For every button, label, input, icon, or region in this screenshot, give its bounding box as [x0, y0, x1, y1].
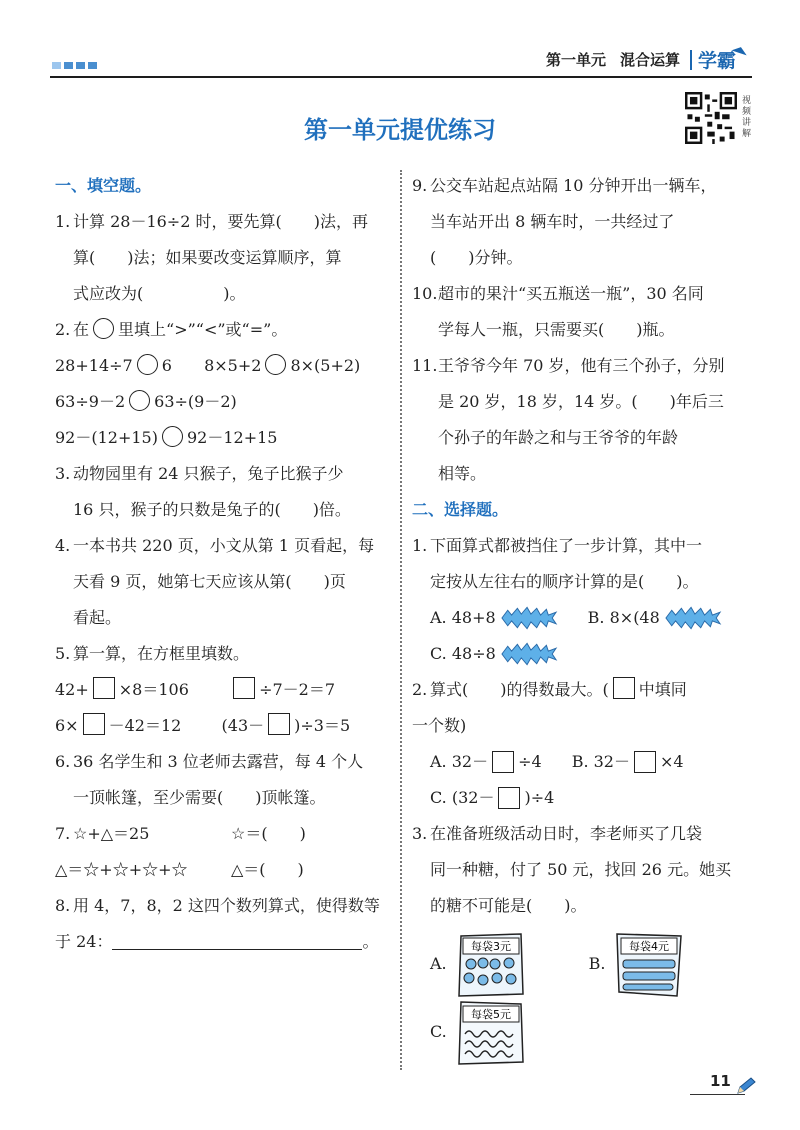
choice-question-1: 1. 下面算式都被挡住了一步计算，其中一 定按从左往右的顺序计算的是( )。 A. 48+8 B. 8×(48 C. 48÷8 [412, 528, 757, 672]
question-6: 6. 36 名学生和 3 位老师去露营，每 4 个人 一顶帐篷，至少需要( )顶帐篷。 [55, 752, 364, 807]
answer-box [613, 677, 635, 699]
question-4: 4. 一本书共 220 页，小文从第 1 页看起，每 天看 9 页，她第七天应该从第( )页 看起。 [55, 536, 375, 627]
question-3: 3. 动物园里有 24 只猴子，兔子比猴子少 16 只，猴子的只数是兔子的( )倍。 [55, 464, 351, 519]
qr-code-icon[interactable] [685, 92, 737, 144]
burst-cover-icon [664, 606, 722, 630]
question-9: 9. 公交车站起点站隔 10 分钟开出一辆车， 当车站开出 8 辆车时，一共经过了 ( )分钟。 [412, 176, 717, 267]
pencil-icon [735, 1076, 757, 1096]
svg-text:每袋5元: 每袋5元 [470, 1008, 511, 1021]
burst-cover-icon [500, 642, 558, 666]
brand-logo: 学霸 [697, 50, 736, 72]
compare-circle[interactable] [129, 390, 150, 411]
answer-box[interactable] [93, 677, 115, 699]
option-c[interactable]: C. 48÷8 [430, 636, 757, 672]
burst-cover-icon [500, 606, 558, 630]
choice-question-3: 3. 在准备班级活动日时，李老师买了几袋 同一种糖，付了 50 元，找回 26 元。她买 的糖不可能是( )。 A. 每袋3元 B. 每袋4元 C. 每袋5元 [412, 816, 757, 1066]
qr-label: 视频讲解 [742, 96, 752, 139]
option-b[interactable]: B. 8×(48 [588, 600, 722, 636]
candy-bag-3-yuan-icon [453, 930, 529, 998]
unit-label: 第一单元 [545, 51, 606, 69]
option-c[interactable]: C. 每袋5元 [430, 998, 757, 1066]
page-title: 第一单元提优练习 [304, 116, 496, 144]
footer-rule [690, 1094, 745, 1095]
option-a[interactable]: A. 48+8 [430, 600, 558, 636]
question-5: 5. 算一算，在方框里填数。 42+ ×8＝106 ÷7－2＝7 6× －42＝12 (43－ )÷3＝5 [55, 644, 351, 735]
question-10: 10. 超市的果汁“买五瓶送一瓶”，30 名同 学每人一瓶，只需要买( )瓶。 [412, 284, 704, 339]
option-b[interactable]: B. 每袋4元 [589, 930, 688, 998]
choice-question-2: 2. 算式( )的得数最大。( 中填同 一个数) A. 32－ ÷4 B. 32－ ×4 C. (32－ )÷4 [412, 672, 757, 816]
svg-text:每袋3元: 每袋3元 [470, 940, 511, 953]
page-number: 11 [710, 1072, 731, 1090]
question-1: 1. 计算 28－16÷2 时，要先算( )法，再 算( )法；如果要改变运算顺序，算 式应改为( )。 [55, 212, 368, 303]
question-8: 8. 用 4，7，8，2 这四个数列算式，使得数等 于 24： 。 [55, 896, 380, 951]
compare-circle[interactable] [137, 354, 158, 375]
section-multiple-choice: 二、选择题。 [412, 500, 509, 519]
compare-circle[interactable] [93, 318, 114, 339]
question-11: 11. 王爷爷今年 70 岁，他有三个孙子，分别 是 20 岁，18 岁，14 岁。( )年后三 个孙子的年龄之和与王爷爷的年龄 相等。 [412, 356, 725, 483]
compare-circle[interactable] [162, 426, 183, 447]
option-b[interactable]: B. 32－ ×4 [571, 752, 684, 771]
right-column [412, 168, 757, 1066]
answer-line[interactable] [112, 931, 362, 950]
question-7: 7. ☆+△＝25 ☆＝( ) △＝☆+☆+☆+☆ △＝( ) [55, 824, 306, 879]
answer-box[interactable] [233, 677, 255, 699]
svg-text:每袋4元: 每袋4元 [629, 940, 670, 953]
running-header [546, 46, 752, 73]
header-decoration [52, 62, 97, 69]
candy-bag-4-yuan-icon [611, 930, 687, 998]
answer-box[interactable] [83, 713, 105, 735]
answer-box[interactable] [268, 713, 290, 735]
compare-circle[interactable] [265, 354, 286, 375]
column-divider [400, 170, 402, 1070]
candy-bag-5-yuan-icon [453, 998, 529, 1066]
option-a[interactable]: A. 每袋3元 [430, 930, 529, 998]
left-column [55, 168, 390, 960]
option-a[interactable]: A. 32－ ÷4 [430, 752, 542, 771]
header-rule [50, 76, 752, 78]
topic-label: 混合运算 [619, 51, 680, 69]
option-c[interactable]: C. (32－ )÷4 [430, 788, 555, 807]
section-fill-in: 一、填空题。 [55, 176, 152, 195]
question-2: 2. 在 里填上“>”“<”或“=”。 28+14÷7 6 8×5+2 8×(5+2) 63÷9－2 63÷(9－2) 92－(12+15) 92－12+15 [55, 320, 361, 447]
